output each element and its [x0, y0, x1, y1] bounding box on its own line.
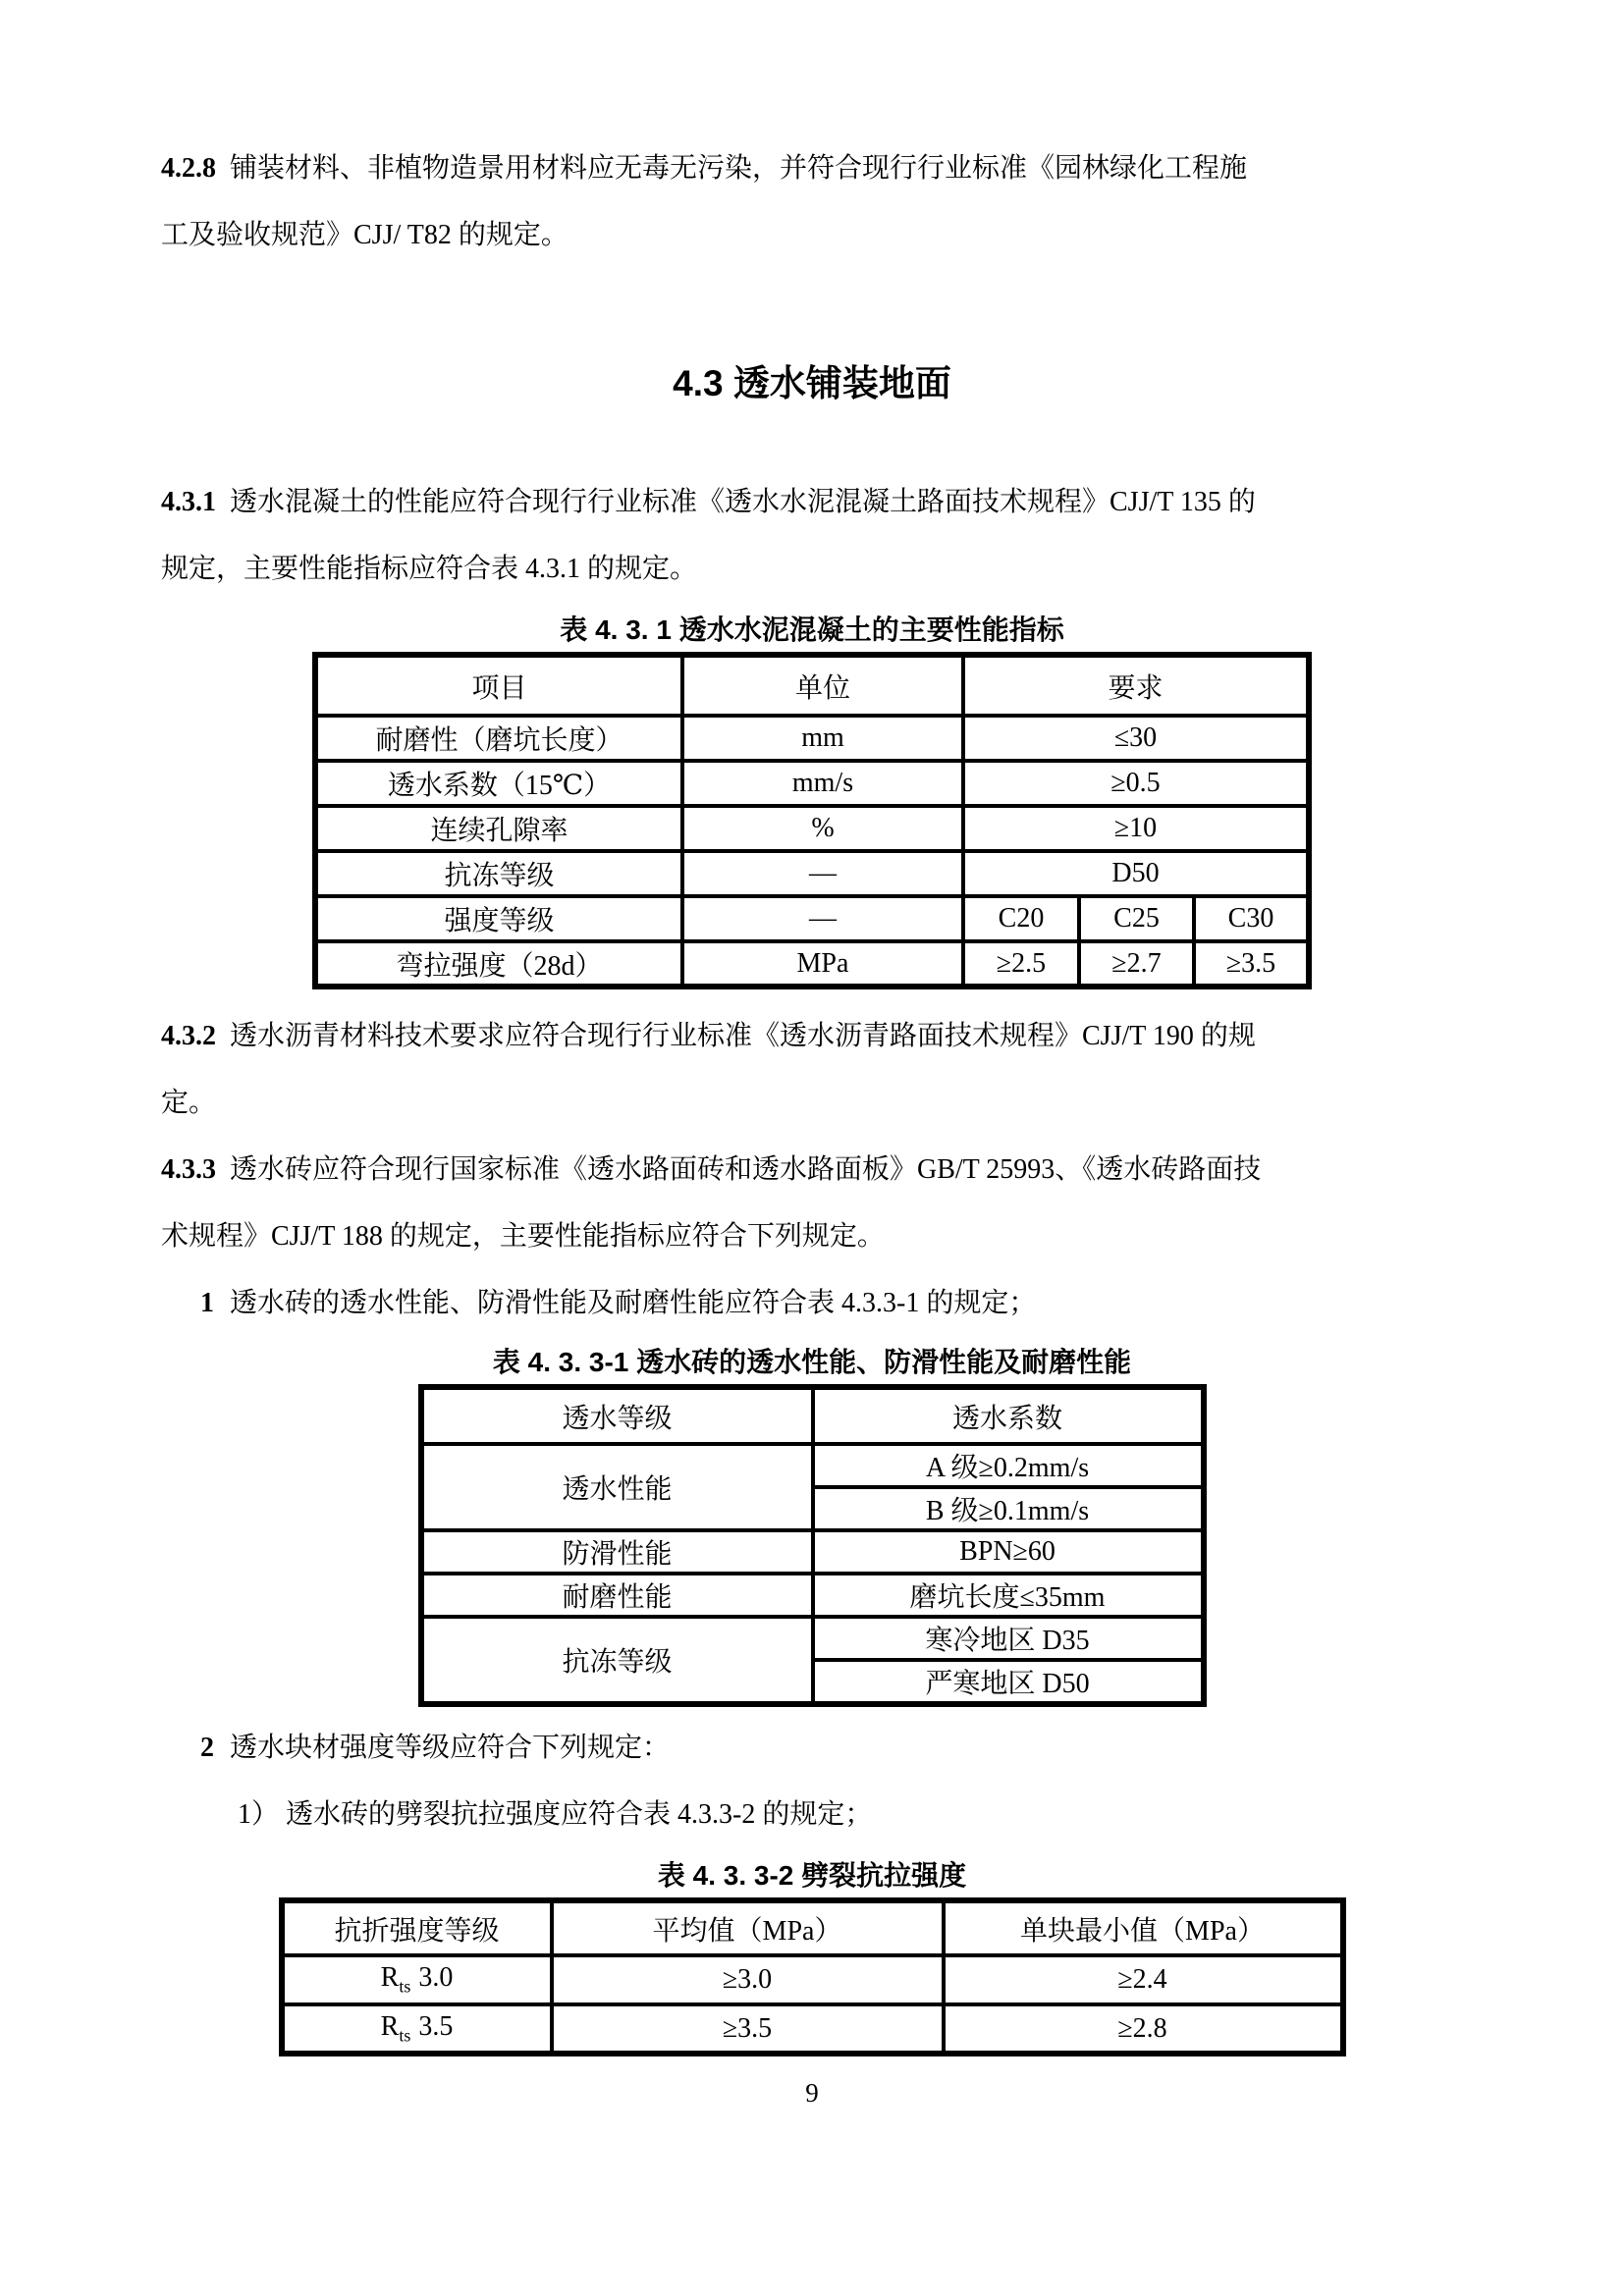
clause-432-text1: 透水沥青材料技术要求应符合现行行业标准《透水沥青路面技术规程》CJJ/T 190 的规 [230, 1021, 1256, 1051]
table-row [421, 1574, 1204, 1617]
req-cell: ≥10 [963, 806, 1309, 851]
clause-428-number: 4.2.8 [161, 153, 216, 184]
list-item-2-sub-1-number: 1） [238, 1799, 280, 1830]
value-cell: BPN≥60 [813, 1530, 1204, 1574]
clause-433-text2: 术规程》CJJ/T 188 的规定，主要性能指标应符合下列规定。 [161, 1221, 885, 1252]
clause-431 [161, 469, 1463, 603]
min-cell: ≥2.4 [944, 1955, 1343, 2004]
clause-431-line2 [161, 536, 1463, 603]
page-number: 9 [805, 2078, 819, 2108]
table-row [421, 1530, 1204, 1574]
avg-cell: ≥3.5 [552, 2004, 944, 2054]
table-row [315, 716, 1309, 761]
min-cell: ≥2.8 [944, 2004, 1343, 2054]
clause-428-line2 [161, 202, 1463, 269]
value-cell: B 级≥0.1mm/s [813, 1487, 1204, 1530]
table-4332-caption: 表 4. 3. 3-2 劈裂抗拉强度 [657, 1860, 967, 1891]
unit-cell: mm [682, 716, 963, 761]
clause-428-text2: 工及验收规范》CJJ/ T82 的规定。 [161, 220, 568, 250]
grade-subscript: ts [399, 2025, 411, 2046]
table-4331-brick-performance [418, 1384, 1207, 1707]
value-cell: A 级≥0.2mm/s [813, 1444, 1204, 1487]
req-cell: ≤30 [963, 716, 1309, 761]
unit-cell: mm/s [682, 761, 963, 806]
clause-432 [161, 1003, 1463, 1137]
item-cell: 连续孔隙率 [315, 806, 682, 851]
group-label-cell: 耐磨性能 [421, 1574, 813, 1617]
value-cell: 严寒地区 D50 [813, 1660, 1204, 1704]
clause-431-number: 4.3.1 [161, 487, 216, 517]
table-row [282, 1955, 1343, 2004]
clause-428-text1: 铺装材料、非植物造景用材料应无毒无污染，并符合现行行业标准《园林绿化工程施 [230, 153, 1248, 184]
header-cell-requirement: 要求 [963, 655, 1309, 716]
req-cell: D50 [963, 851, 1309, 896]
list-item-1-text: 透水砖的透水性能、防滑性能及耐磨性能应符合表 4.3.3-1 的规定； [230, 1288, 1037, 1318]
clause-428-line1 [161, 135, 1463, 202]
group-label-cell: 透水性能 [421, 1444, 813, 1530]
clause-431-line1 [161, 469, 1463, 536]
header-cell-coefficient: 透水系数 [813, 1387, 1204, 1444]
table-row [315, 806, 1309, 851]
avg-cell: ≥3.0 [552, 1955, 944, 2004]
table-row [315, 896, 1309, 941]
unit-cell: — [682, 896, 963, 941]
value-cell: 寒冷地区 D35 [813, 1617, 1204, 1660]
clause-433-line1 [161, 1137, 1463, 1203]
grade-subscript: ts [399, 1976, 411, 1997]
header-cell-average: 平均值（MPa） [552, 1900, 944, 1955]
header-cell-item: 项目 [315, 655, 682, 716]
table-4332-splitting-tensile-strength [279, 1897, 1346, 2056]
table-431-caption: 表 4. 3. 1 透水水泥混凝土的主要性能指标 [560, 614, 1064, 645]
list-item-2-sub-1 [161, 1782, 1463, 1848]
grade-cell [282, 1955, 552, 2004]
group-label-cell: 抗冻等级 [421, 1617, 813, 1704]
unit-cell: % [682, 806, 963, 851]
table-row [421, 1617, 1204, 1660]
clause-432-text2: 定。 [161, 1088, 217, 1118]
list-item-2 [161, 1715, 1463, 1782]
item-cell: 弯拉强度（28d） [315, 941, 682, 987]
header-cell-grade: 透水等级 [421, 1387, 813, 1444]
grade-cell [282, 2004, 552, 2054]
header-cell-strength-grade: 抗折强度等级 [282, 1900, 552, 1955]
section-heading-43: 4.3 透水铺装地面 [673, 363, 951, 403]
clause-432-number: 4.3.2 [161, 1021, 216, 1051]
grade-prefix: R [380, 2010, 400, 2042]
clause-428 [161, 135, 1463, 269]
list-item-2-number: 2 [200, 1733, 214, 1763]
table-row [282, 2004, 1343, 2054]
table-431-concrete-performance [312, 652, 1312, 989]
list-item-1 [161, 1270, 1463, 1337]
req-cell: ≥0.5 [963, 761, 1309, 806]
table-row [315, 941, 1309, 987]
table-row [315, 655, 1309, 716]
clause-432-line1 [161, 1003, 1463, 1070]
clause-433-text1: 透水砖应符合现行国家标准《透水路面砖和透水路面板》GB/T 25993、《透水砖路面技 [230, 1154, 1262, 1185]
item-cell: 抗冻等级 [315, 851, 682, 896]
clause-433-number: 4.3.3 [161, 1154, 216, 1185]
unit-cell: — [682, 851, 963, 896]
header-cell-single-min: 单块最小值（MPa） [944, 1900, 1343, 1955]
item-cell: 强度等级 [315, 896, 682, 941]
table-4331-caption: 表 4. 3. 3-1 透水砖的透水性能、防滑性能及耐磨性能 [492, 1347, 1132, 1377]
clause-431-text1: 透水混凝土的性能应符合现行行业标准《透水水泥混凝土路面技术规程》CJJ/T 135 的 [230, 487, 1256, 517]
list-item-2-text: 透水块材强度等级应符合下列规定： [230, 1733, 671, 1763]
grade-value: 3.0 [418, 1962, 454, 1994]
list-item-1-number: 1 [200, 1288, 214, 1318]
item-cell: 透水系数（15℃） [315, 761, 682, 806]
table-row [282, 1900, 1343, 1955]
group-label-cell: 防滑性能 [421, 1530, 813, 1574]
req-cell: ≥2.5 [963, 941, 1079, 987]
clause-432-line2 [161, 1070, 1463, 1137]
table-row [421, 1387, 1204, 1444]
req-cell: ≥2.7 [1079, 941, 1194, 987]
req-cell: C25 [1079, 896, 1194, 941]
item-cell: 耐磨性（磨坑长度） [315, 716, 682, 761]
table-row [315, 761, 1309, 806]
value-cell: 磨坑长度≤35mm [813, 1574, 1204, 1617]
unit-cell: MPa [682, 941, 963, 987]
grade-value: 3.5 [418, 2010, 454, 2042]
clause-431-text2: 规定，主要性能指标应符合表 4.3.1 的规定。 [161, 554, 698, 584]
list-item-2-sub-1-text: 透水砖的劈裂抗拉强度应符合表 4.3.3-2 的规定； [286, 1799, 873, 1830]
req-cell: C20 [963, 896, 1079, 941]
clause-433 [161, 1137, 1463, 1270]
req-cell: ≥3.5 [1194, 941, 1309, 987]
table-row [315, 851, 1309, 896]
table-row [421, 1444, 1204, 1487]
req-cell: C30 [1194, 896, 1309, 941]
clause-433-line2 [161, 1203, 1463, 1270]
header-cell-unit: 单位 [682, 655, 963, 716]
grade-prefix: R [380, 1962, 400, 1994]
